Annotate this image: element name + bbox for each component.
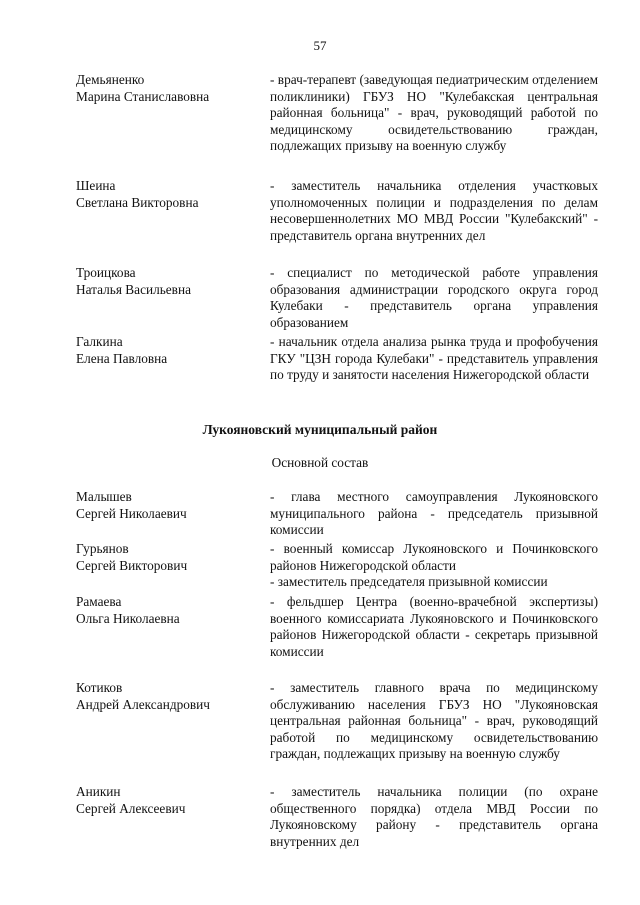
member-entry-malyshev bbox=[76, 489, 598, 539]
member-entry-galkina bbox=[76, 334, 598, 384]
member-name bbox=[76, 784, 266, 817]
member-entry-demyanenko bbox=[76, 72, 598, 155]
member-role-main: - военный комиссар Лукояновского и Починковского районов Нижегородской области bbox=[270, 541, 598, 573]
member-last-name: Малышев bbox=[76, 489, 132, 504]
member-name bbox=[76, 541, 266, 574]
member-entry-ramaeva bbox=[76, 594, 598, 660]
member-entry-guryanov bbox=[76, 541, 598, 591]
member-role bbox=[270, 541, 598, 591]
member-name bbox=[76, 178, 266, 211]
member-entry-troitskova bbox=[76, 265, 598, 331]
member-role: - специалист по методической работе управления образования администрации городского округа город Кулебаки - представитель органа управления образованием bbox=[270, 265, 598, 330]
member-role: - заместитель начальника полиции (по охране общественного порядка) отдела МВД России по Лукояновскому району - представитель органа внутренних дел bbox=[270, 784, 598, 849]
page-number: 57 bbox=[313, 38, 327, 53]
member-first-name: Ольга Николаевна bbox=[76, 610, 180, 626]
member-name bbox=[76, 265, 266, 298]
member-role: - врач-терапевт (заведующая педиатрическим отделением поликлиники) ГБУЗ НО "Кулебакская центральная районная больница" - врач, руководящий работой по медицинскому освидетельствованию граждан, подлежащих призыву на военную службу bbox=[270, 72, 598, 153]
member-role: - заместитель начальника отделения участковых уполномоченных полиции и подразделения по делам несовершеннолетних МО МВД России "Кулебакский" - представитель органа внутренних дел bbox=[270, 178, 598, 243]
member-first-name: Елена Павловна bbox=[76, 350, 168, 366]
member-last-name: Рамаева bbox=[76, 594, 122, 609]
member-first-name: Сергей Николаевич bbox=[76, 505, 187, 521]
member-name bbox=[76, 489, 266, 522]
section-title: Лукояновский муниципальный район bbox=[202, 422, 438, 437]
member-first-name: Сергей Викторович bbox=[76, 557, 188, 573]
member-entry-kotikov bbox=[76, 680, 598, 763]
member-role: - заместитель главного врача по медицинскому обслуживанию населения ГБУЗ НО "Лукояновская центральная районная больница" - врач, руководящий работой по медицинскому освидетельствованию граждан, подлежащих призыву на военную службу bbox=[270, 680, 598, 761]
member-entry-anikin bbox=[76, 784, 598, 850]
member-name bbox=[76, 680, 266, 713]
section-subtitle: Основной состав bbox=[271, 455, 369, 470]
member-entry-sheina bbox=[76, 178, 598, 244]
member-last-name: Троицкова bbox=[76, 265, 136, 280]
member-name bbox=[76, 594, 266, 627]
member-name bbox=[76, 334, 266, 367]
member-first-name: Наталья Васильевна bbox=[76, 281, 191, 297]
member-last-name: Гурьянов bbox=[76, 541, 129, 556]
member-first-name: Марина Станиславовна bbox=[76, 88, 210, 104]
member-first-name: Андрей Александрович bbox=[76, 696, 210, 712]
member-role: - глава местного самоуправления Лукояновского муниципального района - председатель призывной комиссии bbox=[270, 489, 598, 537]
member-first-name: Светлана Викторовна bbox=[76, 194, 199, 210]
member-role: - фельдшер Центра (военно-врачебной экспертизы) военного комиссариата Лукояновского и Починковского районов Нижегородской области - секретарь призывной комиссии bbox=[270, 594, 598, 659]
member-role-extra: - заместитель председателя призывной комиссии bbox=[270, 574, 548, 589]
member-last-name: Шеина bbox=[76, 178, 116, 193]
member-last-name: Галкина bbox=[76, 334, 123, 349]
member-first-name: Сергей Алексеевич bbox=[76, 800, 186, 816]
member-name bbox=[76, 72, 266, 105]
member-last-name: Котиков bbox=[76, 680, 123, 695]
member-role: - начальник отдела анализа рынка труда и профобучения ГКУ "ЦЗН города Кулебаки" - представитель управления по труду и занятости населения Нижегородской области bbox=[270, 334, 598, 382]
member-last-name: Демьяненко bbox=[76, 72, 145, 87]
member-last-name: Аникин bbox=[76, 784, 121, 799]
